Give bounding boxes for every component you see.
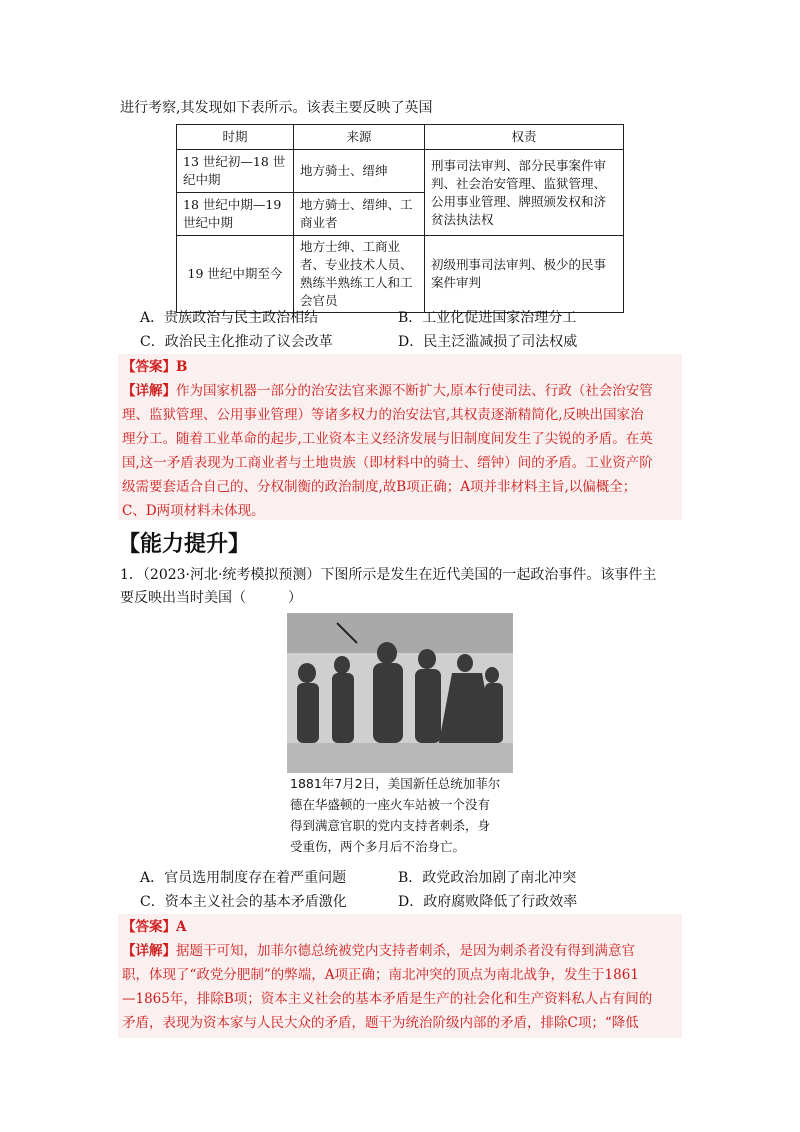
header-period: 时期: [177, 125, 294, 150]
question-intro: 进行考察,其发现如下表所示。该表主要反映了英国: [120, 100, 433, 116]
detail-line: C、D两项材料未体现。: [122, 503, 265, 519]
history-table: [176, 124, 624, 313]
detail-line: 理、监狱管理、公用事业管理）等诸多权力的治安法官,其权责逐渐精简化,反映出国家治: [122, 407, 644, 423]
table-row: [177, 150, 624, 193]
figure-caption: [287, 773, 513, 861]
section-title: 【能力提升】: [118, 532, 251, 557]
table-header-row: [177, 125, 624, 150]
detail-line: 职，体现了“政党分肥制”的弊端，A项正确；南北冲突的顶点为南北战争，发生于1861: [122, 967, 639, 983]
option-d: D．政府腐败降低了行政效率: [398, 894, 578, 910]
detail-line: —1865年，排除B项；资本主义社会的基本矛盾是生产的社会化和生产资料私人占有间的: [122, 991, 653, 1007]
cell-period: 13 世纪初—18 世纪中期: [177, 150, 294, 193]
detail-line: 矛盾，表现为资本家与人民大众的矛盾，题干为统治阶级内部的矛盾，排除C项；“降低: [122, 1015, 639, 1031]
caption-line: 受重伤，两个多月后不治身亡。: [290, 839, 466, 854]
option-b: B．政党政治加剧了南北冲突: [398, 870, 577, 886]
assassination-illustration: [287, 613, 513, 773]
detail-line: 国,这一矛盾表现为工商业者与土地贵族（即材料中的骑士、缙钟）间的矛盾。工业资产阶: [122, 455, 653, 471]
option-b: B．工业化促进国家治理分工: [398, 310, 577, 326]
caption-line: 1881年7月2日，美国新任总统加菲尔: [290, 776, 501, 791]
option-c: C．资本主义社会的基本矛盾激化: [140, 894, 347, 910]
cell-period: 19 世纪中期至今: [177, 236, 294, 313]
caption-line: 得到满意官职的党内支持者刺杀，身: [290, 818, 491, 833]
answer-label: 【答案】B: [122, 359, 188, 375]
option-c: C．政治民主化推动了议会改革: [140, 334, 333, 350]
option-a: A．贵族政治与民主政治相结: [140, 310, 319, 326]
table-row: [177, 236, 624, 313]
detail-line: 理分工。随着工业革命的起步,工业资本主义经济发展与旧制度间发生了尖锐的矛盾。在英: [122, 431, 653, 447]
cell-duty-merged: 刑事司法审判、部分民事案件审判、社会治安管理、监狱管理、公用事业管理、牌照颁发权和济贫法执法权: [425, 150, 624, 236]
engraving-image: [287, 613, 513, 773]
option-d: D．民主泛滥减损了司法权威: [398, 334, 578, 350]
cell-source: 地方士绅、工商业者、专业技术人员、熟练半熟练工人和工会官员: [294, 236, 425, 313]
answer-label: 【答案】A: [122, 919, 187, 935]
header-source: 来源: [294, 125, 425, 150]
cell-period: 18 世纪中期—19 世纪中期: [177, 193, 294, 236]
header-duty: 权责: [425, 125, 624, 150]
caption-line: 德在华盛顿的一座火车站被一个没有: [290, 797, 491, 812]
detail-label: 【详解】: [122, 383, 176, 399]
question-stem: 要反映出当时美国（ ）: [120, 590, 302, 606]
cell-duty: 初级刑事司法审判、极少的民事案件审判: [425, 236, 624, 313]
question-stem: 1．（2023·河北·统考模拟预测）下图所示是发生在近代美国的一起政治事件。该事件主: [120, 567, 657, 583]
detail-line: 级需要套适合自己的、分权制衡的政治制度,故B项正确；A项并非材料主旨,以偏概全；: [122, 479, 637, 495]
detail-label: 【详解】: [122, 943, 176, 959]
detail-line: 【详解】作为国家机器一部分的治安法官来源不断扩大,原本行使司法、行政（社会治安管: [122, 383, 653, 399]
cell-source: 地方骑士、缙绅、工商业者: [294, 193, 425, 236]
option-a: A．官员选用制度存在着严重问题: [140, 870, 347, 886]
detail-line: 【详解】据题干可知，加菲尔德总统被党内支持者刺杀，是因为刺杀者没有得到满意官: [122, 943, 635, 959]
cell-source: 地方骑士、缙绅: [294, 150, 425, 193]
